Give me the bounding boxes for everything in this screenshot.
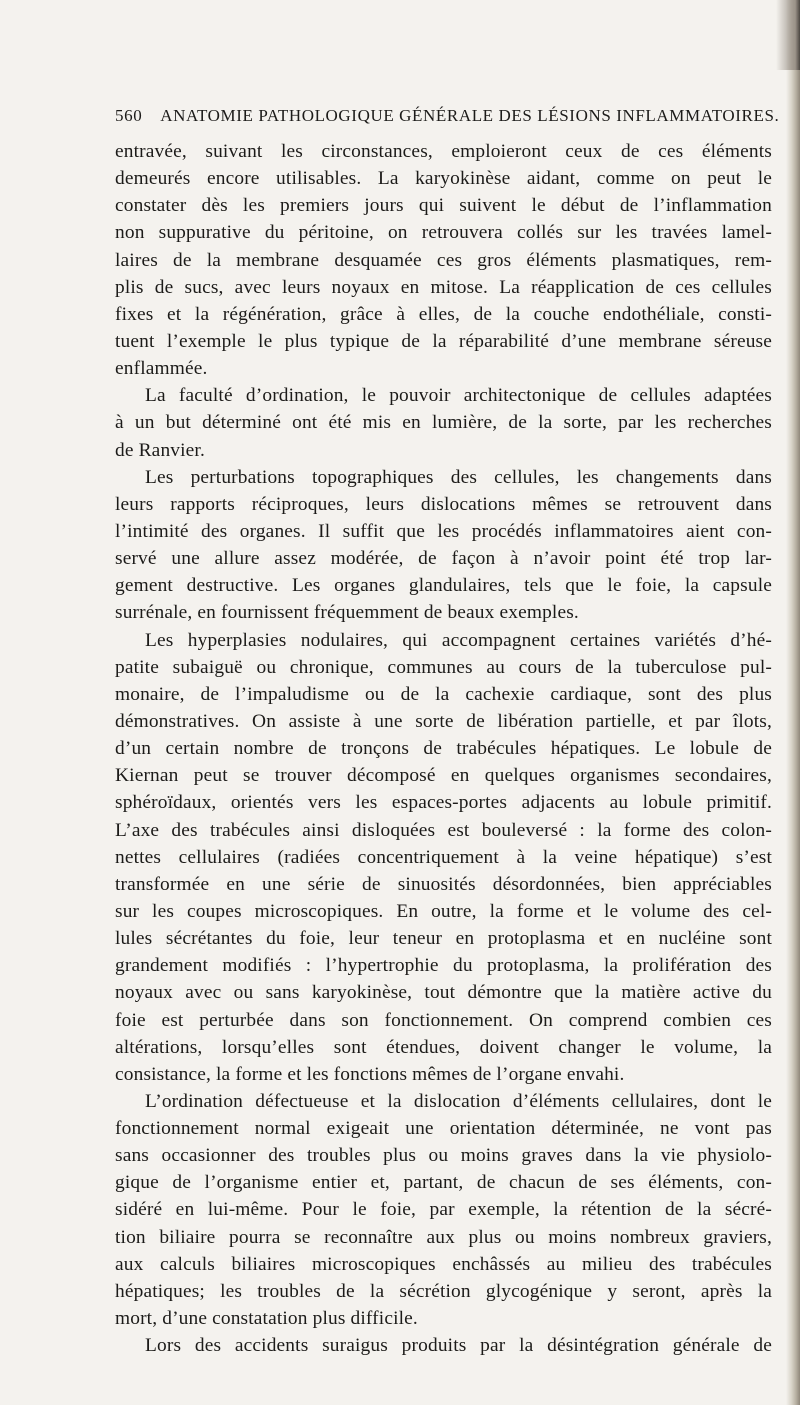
text-line: foie est perturbée dans son fonctionnement. On comprend combien ces: [115, 1009, 772, 1031]
text-line: transformée en une série de sinuosités désordonnées, bien appréciables: [115, 873, 772, 895]
text-line: lules sécrétantes du foie, leur teneur en protoplasma et en nucléine sont: [115, 928, 772, 950]
text-line: L’axe des trabécules ainsi disloquées est bouleversé : la forme des colon-: [115, 819, 772, 841]
text-line: gique de l’organisme entier et, partant, de chacun de ses éléments, con-: [115, 1172, 772, 1194]
text-line: d’un certain nombre de tronçons de trabécules hépatiques. Le lobule de: [115, 738, 772, 760]
text-line: à un but déterminé ont été mis en lumière, de la sorte, par les recherches: [115, 412, 772, 434]
text-line-paragraph-end: mort, d’une constatation plus difficile.: [115, 1308, 418, 1330]
text-line: sur les coupes microscopiques. En outre, la forme et le volume des cel-: [115, 900, 772, 922]
text-line: constater dès les premiers jours qui suivent le début de l’inflammation: [115, 195, 772, 217]
text-line: fixes et la régénération, grâce à elles, de la couche endothéliale, consti-: [115, 303, 772, 325]
running-header: [115, 106, 780, 130]
text-line-paragraph-end: surrénale, en fournissent fréquemment de beaux exemples.: [115, 602, 579, 624]
text-line-paragraph-start: Les hyperplasies nodulaires, qui accompagnent certaines variétés d’hé-: [145, 629, 772, 651]
page-binding-edge: [786, 0, 800, 1405]
text-line: gement destructive. Les organes glandulaires, tels que le foie, la capsule: [115, 575, 772, 597]
text-line: demeurés encore utilisables. La karyokinèse aidant, comme on peut le: [115, 168, 772, 190]
text-line: altérations, lorsqu’elles sont étendues, doivent changer le volume, la: [115, 1036, 772, 1058]
text-line-paragraph-start: Lors des accidents suraigus produits par la désintégration générale de: [145, 1335, 772, 1357]
text-line: nettes cellulaires (radiées concentriquement à la veine hépatique) s’est: [115, 846, 772, 868]
text-line: servé une allure assez modérée, de façon à n’avoir point été trop lar-: [115, 548, 772, 570]
text-line: l’intimité des organes. Il suffit que les procédés inflammatoires aient con-: [115, 520, 772, 542]
text-line: entravée, suivant les circonstances, emploieront ceux de ces éléments: [115, 141, 772, 162]
text-line: non suppurative du péritoine, on retrouvera collés sur les travées lamel-: [115, 222, 772, 244]
text-line: patite subaiguë ou chronique, communes au cours de la tuberculose pul-: [115, 656, 772, 678]
text-line: hépatiques; les troubles de la sécrétion glycogénique y seront, après la: [115, 1280, 772, 1302]
text-line-paragraph-start: La faculté d’ordination, le pouvoir architectonique de cellules adaptées: [145, 385, 772, 407]
text-line: fonctionnement normal exigeait une orientation déterminée, ne vont pas: [115, 1118, 772, 1140]
text-line: démonstratives. On assiste à une sorte de libération partielle, et par îlots,: [115, 710, 772, 732]
text-line-paragraph-end: de Ranvier.: [115, 439, 205, 461]
text-line: Kiernan peut se trouver décomposé en quelques organismes secondaires,: [115, 765, 772, 787]
text-line: leurs rapports réciproques, leurs dislocations mêmes se retrouvent dans: [115, 493, 772, 515]
text-line: sphéroïdaux, orientés vers les espaces-portes adjacents au lobule primitif.: [115, 792, 772, 814]
text-line: plis de sucs, avec leurs noyaux en mitose. La réapplication de ces cellules: [115, 276, 772, 298]
text-line-paragraph-start: L’ordination défectueuse et la dislocation d’éléments cellulaires, dont le: [145, 1090, 772, 1112]
text-line: grandement modifiés : l’hypertrophie du protoplasma, la prolifération des: [115, 955, 772, 977]
page-corner-shadow: [776, 0, 800, 70]
text-line: sans occasionner des troubles plus ou moins graves dans la vie physiolo-: [115, 1145, 772, 1167]
text-line: laires de la membrane desquamée ces gros éléments plasmatiques, rem-: [115, 249, 772, 271]
text-line-paragraph-end: consistance, la forme et les fonctions mêmes de l’organe envahi.: [115, 1063, 625, 1085]
running-title: ANATOMIE PATHOLOGIQUE GÉNÉRALE DES LÉSIONS INFLAMMATOIRES.: [160, 106, 780, 125]
text-line: tuent l’exemple le plus typique de la réparabilité d’une membrane séreuse: [115, 330, 772, 352]
page-number: 560: [115, 106, 143, 125]
text-line: tion biliaire pourra se reconnaître aux plus ou moins nombreux graviers,: [115, 1226, 772, 1248]
text-line: monaire, de l’impaludisme ou de la cachexie cardiaque, sont des plus: [115, 683, 772, 705]
text-line: sidéré en lui-même. Pour le foie, par exemple, la rétention de la sécré-: [115, 1199, 772, 1221]
text-line-paragraph-end: enflammée.: [115, 358, 208, 380]
body-text: [115, 138, 772, 1359]
text-line-paragraph-start: Les perturbations topographiques des cellules, les changements dans: [145, 466, 772, 488]
text-line: noyaux avec ou sans karyokinèse, tout démontre que la matière active du: [115, 982, 772, 1004]
text-line: aux calculs biliaires microscopiques enchâssés au milieu des trabécules: [115, 1253, 772, 1275]
